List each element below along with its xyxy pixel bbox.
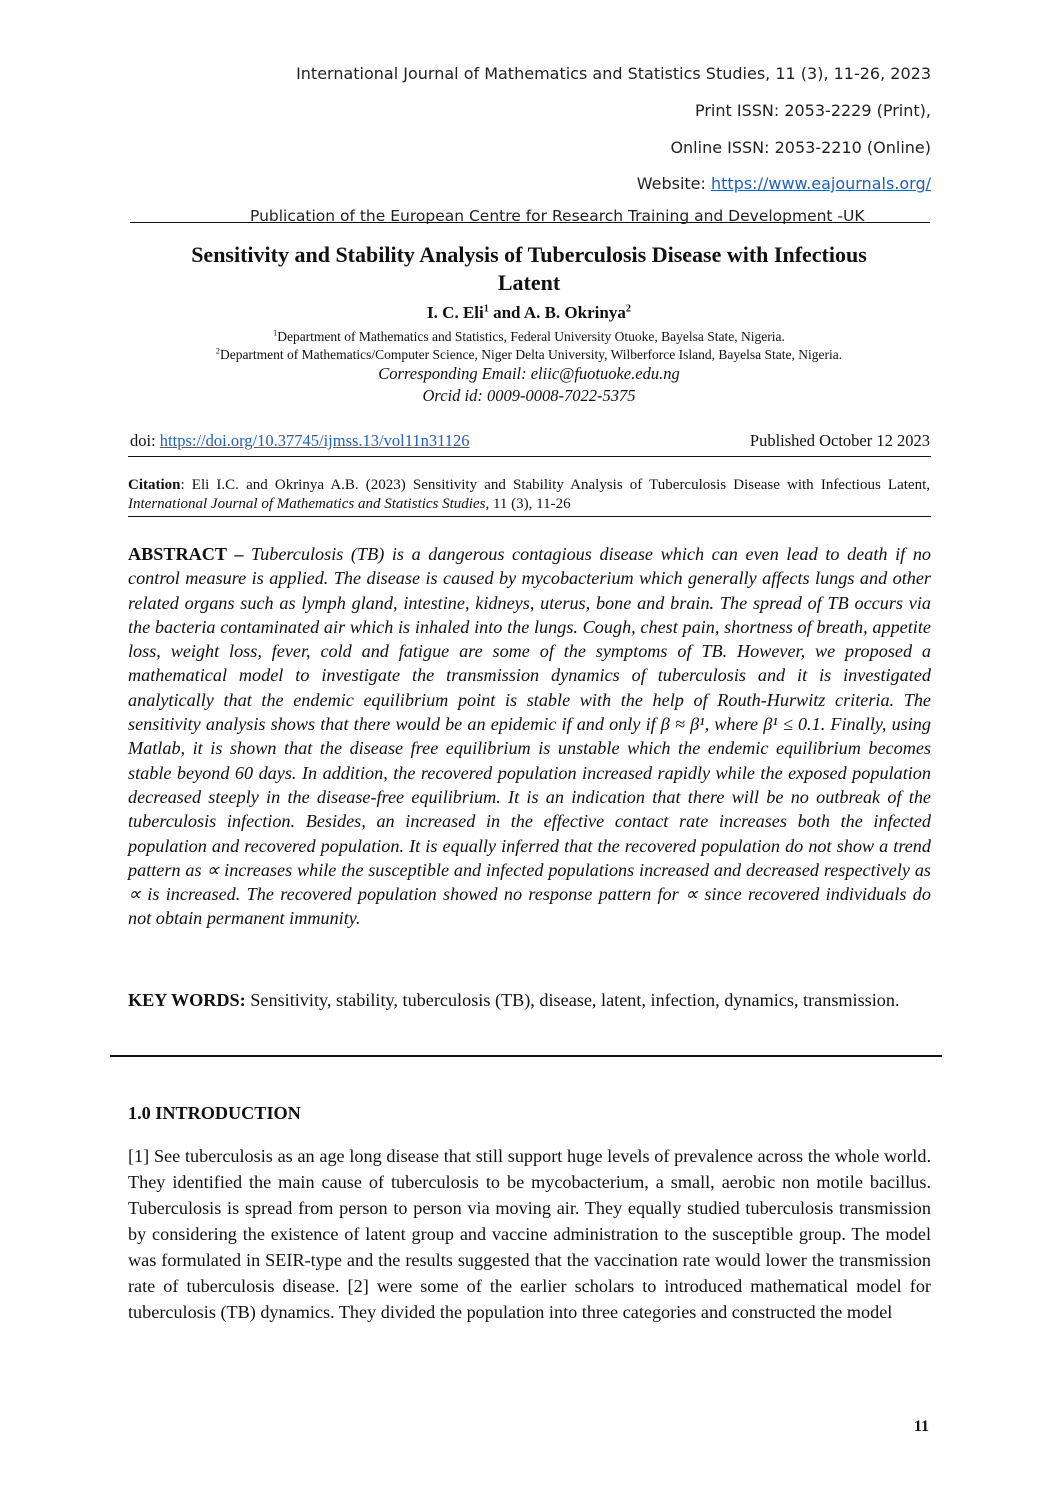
affiliation-1 — [128, 329, 930, 345]
affiliation-2-sup: 2 — [215, 346, 220, 356]
online-issn: Online ISSN: 2053-2210 (Online) — [670, 138, 931, 157]
doi-row — [130, 431, 930, 451]
citation — [128, 476, 930, 514]
abstract — [128, 542, 931, 931]
abstract-end-rule — [110, 1055, 942, 1057]
author-2: A. B. Okrinya — [523, 303, 626, 322]
corresponding-email: Corresponding Email: eliic@fuotuoke.edu.ng — [378, 364, 680, 383]
author-1-sup: 1 — [483, 303, 489, 315]
authors — [128, 303, 930, 323]
website-link[interactable]: https://www.eajournals.org/ — [711, 174, 931, 193]
title-line-2: Latent — [497, 270, 561, 295]
affiliation-1-sup: 1 — [273, 328, 278, 338]
intro-paragraph: [1] See tuberculosis as an age long disease that still support huge levels of prevalence across the whole world. They identified the main cause of tuberculosis to be mycobacterium, a small, aerobic non motile bacillus. Tuberculosis is spread from person to person via moving air. They equally studied tuberculosis transmission by considering the existence of latent group and vaccine administration to the susceptible group. The model was formulated in SEIR-type and the results suggested that the vaccination rate would lower the transmission rate of tuberculosis disease. [2] were some of the earlier scholars to introduced mathematical model for tuberculosis (TB) dynamics. They divided the population into three categories and constructed the model — [128, 1146, 931, 1322]
author-2-sup: 2 — [625, 303, 631, 315]
journal-line: International Journal of Mathematics and Statistics Studies, 11 (3), 11-26, 2023 — [296, 64, 931, 83]
citation-rule — [128, 516, 931, 517]
keywords-label: KEY WORDS: — [128, 990, 251, 1010]
doi-rule — [128, 456, 931, 457]
citation-journal: International Journal of Mathematics and Statistics Studies — [128, 496, 486, 512]
abstract-label: ABSTRACT – — [128, 544, 252, 564]
affiliation-1-text: Department of Mathematics and Statistics, Federal University Otuoke, Bayelsa State, Nigeria. — [277, 329, 785, 344]
paper-title — [128, 241, 930, 297]
keywords-text: Sensitivity, stability, tuberculosis (TB), disease, latent, infection, dynamics, transmission. — [250, 990, 900, 1010]
section-heading: 1.0 INTRODUCTION — [128, 1103, 301, 1123]
doi-label: doi: — [130, 431, 160, 450]
authors-and: and — [488, 303, 524, 322]
citation-label: Citation — [128, 477, 181, 493]
publication-line: Publication of the European Centre for Research Training and Development -UK — [250, 207, 865, 225]
print-issn: Print ISSN: 2053-2229 (Print), — [694, 101, 931, 120]
abstract-text: Tuberculosis (TB) is a dangerous contagious disease which can even lead to death if no control measure is applied. The disease is caused by mycobacterium which generally affects lungs and other related organs such as lymph gland, intestine, kidneys, uterus, bone and brain. The spread of TB occurs via the bacteria contaminated air which is inhaled into the lungs. Cough, chest pain, shortness of breath, appetite loss, weight loss, fever, cold and fatigue are some of the symptoms of TB. However, we proposed a mathematical model to investigate the transmission dynamics of tuberculosis and it is investigated analytically that the endemic equilibrium point is stable with the help of Routh-Hurwitz criteria. The sensitivity analysis shows that there would be an epidemic if and only if β ≈ β¹, where β¹ ≤ 0.1. Finally, using Matlab, it is shown that the disease free equilibrium is unstable which the endemic equilibrium becomes stable beyond 60 days. In addition, the recovered population increased rapidly while the exposed population decreased steeply in the disease-free equilibrium. It is an indication that there will be no outbreak of the tuberculosis infection. Besides, an increased in the effective contact rate increases both the infected population and recovered population. It is equally inferred that the recovered population do not show a trend pattern as ∝ increases while the susceptible and infected populations increased and decreased respectively as ∝ is increased. The recovered population showed no response pattern for ∝ since recovered individuals do not obtain permanent immunity. — [128, 544, 932, 929]
orcid-id: Orcid id: 0009-0008-7022-5375 — [422, 386, 636, 405]
citation-text-2: , 11 (3), 11-26 — [485, 496, 571, 512]
citation-text-1: : Eli I.C. and Okrinya A.B. (2023) Sensitivity and Stability Analysis of Tuberculosis Disease with Infectious Latent, — [180, 477, 930, 493]
website-line — [111, 174, 931, 193]
website-label: Website: — [636, 174, 711, 193]
title-line-1: Sensitivity and Stability Analysis of Tuberculosis Disease with Infectious — [191, 242, 867, 267]
affiliation-2 — [128, 347, 930, 363]
published-date: Published October 12 2023 — [749, 431, 930, 450]
page-number: 11 — [913, 1418, 929, 1435]
author-1: I. C. Eli — [427, 303, 484, 322]
affiliation-2-text: Department of Mathematics/Computer Science, Niger Delta University, Wilberforce Island, Bayelsa State, Nigeria. — [219, 347, 843, 362]
doi-link[interactable]: https://doi.org/10.37745/ijmss.13/vol11n31126 — [159, 431, 470, 450]
keywords — [128, 988, 931, 1013]
